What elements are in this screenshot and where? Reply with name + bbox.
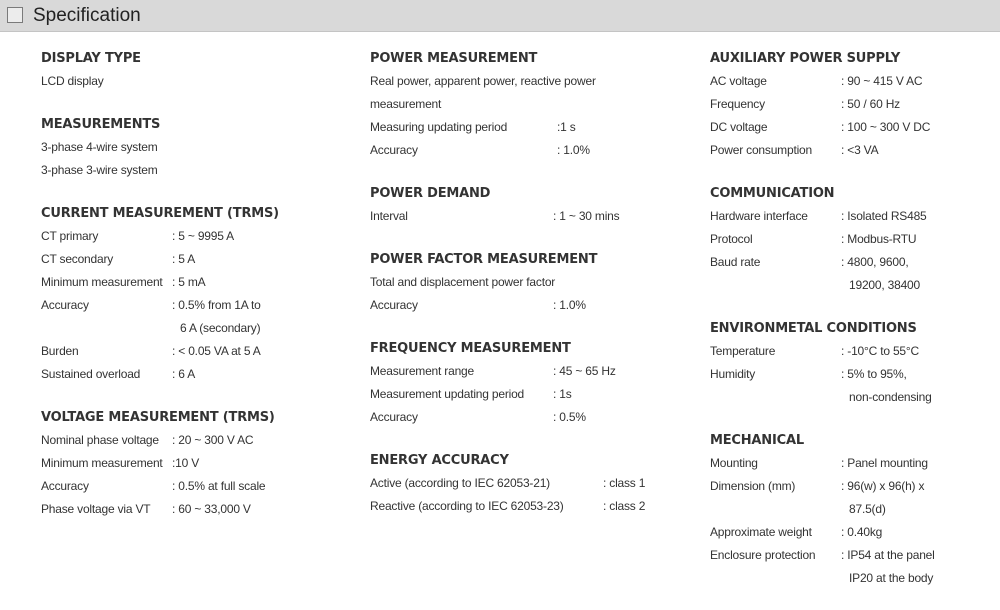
spec-value: : 0.40kg [841, 525, 883, 539]
spec-key: Measurement range [370, 364, 474, 378]
spec-row [370, 406, 680, 429]
spec-value: : 5 A [172, 252, 196, 266]
section-title: MECHANICAL [710, 433, 804, 448]
spec-value-line: : 0.5% from 1A to [172, 298, 261, 312]
spec-key: Temperature [710, 344, 776, 358]
spec-value: : 1.0% [557, 143, 590, 157]
spec-row [710, 139, 1000, 162]
spec-row [710, 116, 1000, 139]
spec-row [710, 475, 1000, 521]
spec-key: Humidity [710, 367, 756, 381]
power-demand-section [370, 182, 680, 228]
spec-key: Enclosure protection [710, 548, 816, 562]
spec-value: : Panel mounting [841, 456, 928, 470]
environmental-conditions-section [710, 317, 1000, 409]
spec-row [710, 363, 1000, 409]
spec-row [710, 205, 1000, 228]
section-title: CURRENT MEASUREMENT (TRMS) [41, 206, 279, 221]
section-title: AUXILIARY POWER SUPPLY [710, 51, 901, 66]
spec-line: Real power, apparent power, reactive power [370, 74, 596, 88]
section-title: DISPLAY TYPE [41, 51, 141, 66]
spec-row [710, 251, 1000, 297]
spec-key: Protocol [710, 232, 753, 246]
section-title: VOLTAGE MEASUREMENT (TRMS) [41, 410, 275, 425]
spec-value-line: : 4800, 9600, [841, 255, 909, 269]
spec-value: : < 0.05 VA at 5 A [172, 344, 261, 358]
spec-row [41, 498, 341, 521]
spec-line: measurement [370, 97, 442, 111]
spec-line: 3-phase 4-wire system [41, 140, 158, 154]
mechanical-section [710, 429, 1000, 590]
section-title: FREQUENCY MEASUREMENT [370, 341, 571, 356]
spec-value: : 1 ~ 30 mins [553, 209, 620, 223]
spec-value-line: IP20 at the body [849, 571, 934, 585]
spec-key: Minimum measurement [41, 456, 163, 470]
power-measurement-section [370, 47, 680, 162]
spec-row [41, 294, 341, 340]
section-title: ENERGY ACCURACY [370, 453, 509, 468]
spec-row [370, 495, 680, 518]
spec-line: Total and displacement power factor [370, 275, 556, 289]
spec-row [710, 93, 1000, 116]
spec-value: : class 2 [603, 499, 646, 513]
spec-value-line: : 5% to 95%, [841, 367, 907, 381]
spec-value: : 50 / 60 Hz [841, 97, 900, 111]
spec-value-line: 87.5(d) [849, 502, 886, 516]
spec-value-line: 19200, 38400 [849, 278, 921, 292]
section-title: POWER MEASUREMENT [370, 51, 538, 66]
power-factor-section [370, 248, 680, 317]
spec-row [370, 139, 680, 162]
spec-value [841, 363, 932, 409]
spec-value: : 1.0% [553, 298, 586, 312]
spec-row [41, 429, 341, 452]
spec-value: : -10°C to 55°C [841, 344, 919, 358]
spec-value: : 20 ~ 300 V AC [172, 433, 254, 447]
energy-accuracy-section [370, 449, 680, 518]
current-measurement-section [41, 202, 341, 386]
spec-key: Accuracy [370, 143, 418, 157]
spec-row [41, 340, 341, 363]
spec-key: Active (according to IEC 62053-21) [370, 476, 550, 490]
spec-key: Mounting [710, 456, 758, 470]
spec-value: : class 1 [603, 476, 646, 490]
spec-value: : Isolated RS485 [841, 209, 927, 223]
spec-key: Phase voltage via VT [41, 502, 151, 516]
spec-line: 3-phase 3-wire system [41, 163, 158, 177]
spec-key: Sustained overload [41, 367, 141, 381]
spec-row [370, 294, 680, 317]
spec-column-1 [41, 47, 341, 541]
spec-value-line: 6 A (secondary) [180, 321, 261, 335]
spec-key: Baud rate [710, 255, 761, 269]
spec-key: AC voltage [710, 74, 767, 88]
spec-column-2 [370, 47, 680, 538]
spec-row [41, 475, 341, 498]
spec-key: Nominal phase voltage [41, 433, 159, 447]
spec-key: Measurement updating period [370, 387, 525, 401]
section-header [0, 0, 1000, 32]
section-title: POWER DEMAND [370, 186, 491, 201]
spec-value: : 90 ~ 415 V AC [841, 74, 923, 88]
spec-value: :1 s [557, 120, 576, 134]
spec-row [41, 363, 341, 386]
spec-key: Power consumption [710, 143, 812, 157]
spec-value [841, 475, 924, 521]
spec-row [41, 452, 341, 475]
spec-row [41, 248, 341, 271]
spec-row [710, 521, 1000, 544]
page-title: Specification [33, 5, 141, 26]
spec-value: :10 V [172, 456, 200, 470]
spec-row [710, 228, 1000, 251]
spec-value [841, 544, 935, 590]
spec-key: Interval [370, 209, 408, 223]
spec-key: CT secondary [41, 252, 114, 266]
auxiliary-power-section [710, 47, 1000, 162]
frequency-measurement-section [370, 337, 680, 429]
spec-key: Hardware interface [710, 209, 808, 223]
spec-key: Burden [41, 344, 79, 358]
spec-row [41, 271, 341, 294]
spec-value: : 5 ~ 9995 A [172, 229, 234, 243]
voltage-measurement-section [41, 406, 341, 521]
spec-key: Accuracy [41, 479, 89, 493]
spec-value: : 100 ~ 300 V DC [841, 120, 931, 134]
spec-row [370, 205, 680, 228]
spec-row [710, 544, 1000, 590]
spec-key: Accuracy [370, 410, 418, 424]
spec-key: Minimum measurement [41, 275, 163, 289]
spec-column-3 [710, 47, 1000, 610]
checkbox-icon [7, 7, 23, 23]
spec-value: : Modbus-RTU [841, 232, 917, 246]
spec-row [370, 116, 680, 139]
section-title: ENVIRONMETAL CONDITIONS [710, 321, 917, 336]
spec-key: Accuracy [370, 298, 418, 312]
section-title: MEASUREMENTS [41, 117, 161, 132]
spec-value-line: : IP54 at the panel [841, 548, 935, 562]
spec-value: : 60 ~ 33,000 V [172, 502, 251, 516]
spec-value [172, 294, 261, 340]
measurements-section [41, 113, 341, 182]
spec-key: Accuracy [41, 298, 89, 312]
spec-value: : 1s [553, 387, 572, 401]
spec-key: Measuring updating period [370, 120, 508, 134]
spec-line: LCD display [41, 74, 104, 88]
spec-row [41, 225, 341, 248]
spec-value-line: : 96(w) x 96(h) x [841, 479, 925, 493]
spec-value: : 45 ~ 65 Hz [553, 364, 616, 378]
spec-row [710, 452, 1000, 475]
spec-value: : 0.5% [553, 410, 586, 424]
spec-row [710, 70, 1000, 93]
spec-value: : 5 mA [172, 275, 206, 289]
communication-section [710, 182, 1000, 297]
spec-value-line: non-condensing [849, 390, 932, 404]
spec-value: : <3 VA [841, 143, 879, 157]
section-title: COMMUNICATION [710, 186, 835, 201]
spec-key: Reactive (according to IEC 62053-23) [370, 499, 564, 513]
spec-row [710, 340, 1000, 363]
display-type-section [41, 47, 341, 93]
spec-value [841, 251, 920, 297]
spec-key: Frequency [710, 97, 765, 111]
spec-value: : 0.5% at full scale [172, 479, 266, 493]
spec-row [370, 360, 680, 383]
spec-row [370, 472, 680, 495]
spec-key: Dimension (mm) [710, 479, 796, 493]
spec-row [370, 383, 680, 406]
section-title: POWER FACTOR MEASUREMENT [370, 252, 598, 267]
spec-key: CT primary [41, 229, 99, 243]
spec-key: DC voltage [710, 120, 768, 134]
spec-key: Approximate weight [710, 525, 812, 539]
spec-value: : 6 A [172, 367, 196, 381]
